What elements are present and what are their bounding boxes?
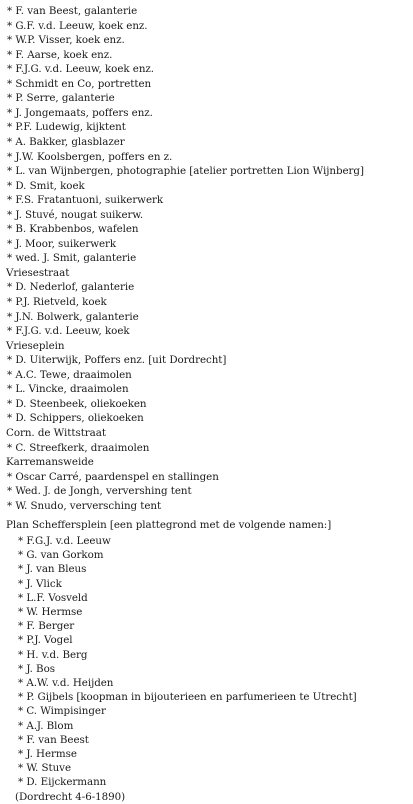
list-item: * A.W. v.d. Heijden — [18, 677, 114, 689]
list-item: * A. Bakker, glasblazer — [7, 136, 125, 148]
list-item: * F.J.G. v.d. Leeuw, koek enz. — [7, 63, 155, 76]
section-heading-vriesestraat: Vriesestraat — [6, 266, 70, 279]
list-item: * B. Krabbenbos, wafelen — [7, 223, 139, 236]
list-item: * J. Stuvé, nougat suikerw. — [7, 208, 144, 221]
list-item: * wed. J. Smit, galanterie — [7, 252, 137, 265]
list-item: * P. Serre, galanterie — [7, 92, 115, 105]
list-item: * J. Jongemaats, poffers enz. — [7, 106, 153, 119]
list-item: * J. Hermse — [18, 748, 77, 760]
list-item: * D. Steenbeek, oliekoeken — [7, 397, 147, 410]
section-heading-wittstraat: Corn. de Wittstraat — [6, 427, 106, 439]
list-item: * Oscar Carré, paardenspel en stallingen — [7, 470, 219, 483]
list-item: * J. Bos — [18, 662, 55, 675]
list-item: * D. Uiterwijk, Poffers enz. [uit Dordrecht] — [7, 354, 227, 367]
list-item: * A.C. Tewe, draaimolen — [7, 368, 132, 381]
list-item: * W. Stuve — [18, 762, 71, 775]
list-item: * Wed. J. de Jongh, ververshing tent — [7, 485, 192, 498]
list-item: * J. Moor, suikerwerk — [7, 237, 117, 250]
list-item: * P. Gijbels [koopman in bijouterieen en parfumerieen te Utrecht] — [18, 691, 357, 704]
list-item: * F. Aarse, koek enz. — [7, 48, 113, 61]
list-item: * Schmidt en Co, portretten — [7, 77, 152, 90]
list-item: * G. van Gorkom — [18, 549, 104, 562]
list-item: * C. Wimpisinger — [18, 705, 106, 718]
list-item: * L. van Wijnbergen, photographie [atelier portretten Lion Wijnberg] — [7, 165, 364, 178]
list-item: * F. Berger — [18, 620, 75, 633]
list-item: * J.W. Koolsbergen, poffers en z. — [7, 150, 173, 163]
list-item: * A.J. Blom — [18, 719, 74, 732]
list-item: * P.J. Vogel — [18, 634, 73, 647]
list-item: * D. Smit, koek — [7, 179, 85, 192]
list-item: * D. Schippers, oliekoeken — [7, 412, 144, 425]
list-item: * D. Eijckermann — [18, 776, 107, 789]
list-item: * J.N. Bolwerk, galanterie — [7, 310, 139, 323]
list-item: * L.F. Vosveld — [18, 591, 88, 604]
list-item: * F.S. Fratantuoni, suikerwerk — [7, 194, 164, 207]
list-item: * L. Vincke, draaimolen — [7, 383, 129, 396]
list-item: * F.J.G. v.d. Leeuw, koek — [7, 325, 130, 338]
list-item: * W. Hermse — [18, 606, 83, 618]
section-heading-karremansweide: Karremansweide — [6, 456, 94, 469]
list-item: * H. v.d. Berg — [18, 648, 88, 661]
list-item: * J. van Bleus — [18, 563, 87, 576]
list-item: * W.P. Visser, koek enz. — [7, 34, 125, 47]
list-item: * W. Snudo, verversching tent — [7, 499, 162, 512]
section-heading-vrieseplein: Vrieseplein — [6, 339, 65, 352]
list-item: * F. van Beest, galanterie — [7, 5, 138, 17]
list-item: * G.F. v.d. Leeuw, koek enz. — [7, 19, 148, 32]
list-item: * F.G.J. v.d. Leeuw — [18, 535, 111, 547]
list-item: * P.J. Rietveld, koek — [7, 296, 107, 308]
list-item: * D. Nederlof, galanterie — [7, 281, 135, 294]
list-item: * P.F. Ludewig, kijktent — [7, 121, 126, 134]
list-item: * J. Vlick — [18, 577, 62, 590]
list-item: * C. Streefkerk, draaimolen — [7, 441, 150, 454]
date-line: (Dordrecht 4-6-1890) — [15, 790, 126, 803]
plan-heading: Plan Scheffersplein [een plattegrond met de volgende namen:] — [6, 519, 332, 531]
list-item: * F. van Beest — [18, 733, 89, 746]
